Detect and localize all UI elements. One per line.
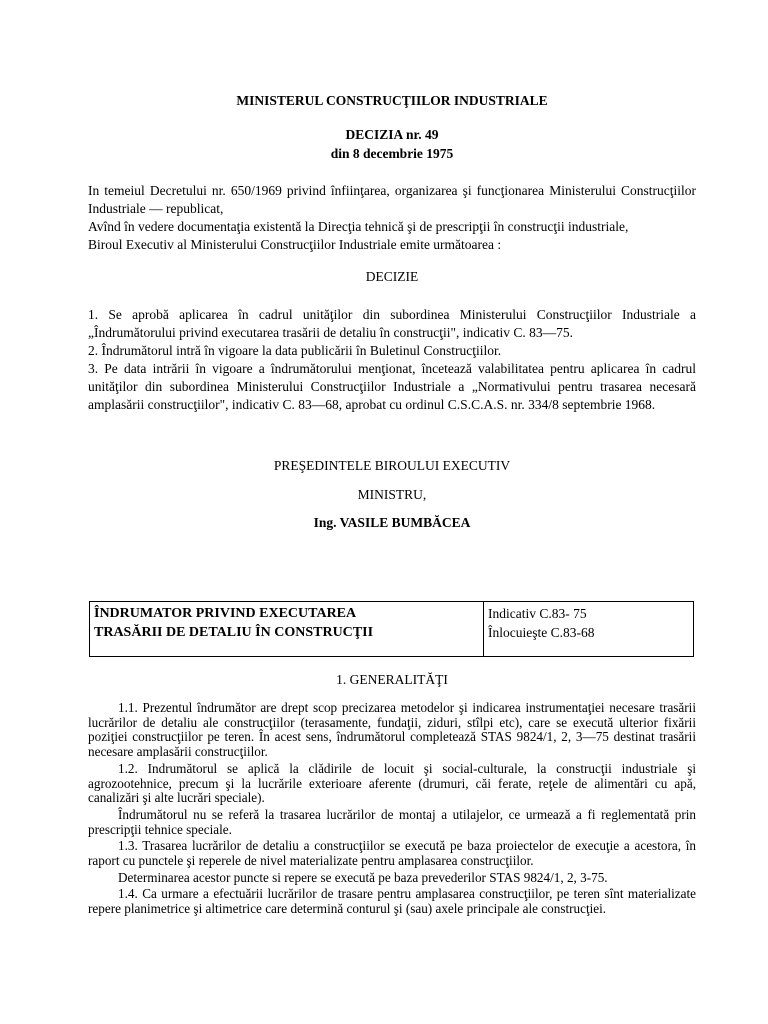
section-paragraph: Îndrumătorul nu se referă la trasarea lucrărilor de montaj a utilajelor, ce urmează a fi reglementată prin prescripţii tehnice speciale. — [88, 806, 696, 837]
article-item: 2. Îndrumătorul intră în vigoare la data publicării în Buletinul Construcţiilor. — [88, 343, 502, 358]
decision-heading: DECIZIE — [365, 269, 419, 284]
preamble-paragraph: Avînd în vedere documentaţia existentă la Direcţia tehnică şi de prescripţii în construcţii industriale, — [88, 219, 629, 234]
signature-name: Ing. VASILE BUMBĂCEA — [313, 515, 471, 530]
decision-date: din 8 decembrie 1975 — [330, 146, 454, 161]
replaces-code: Înlocuieşte C.83-68 — [488, 625, 595, 640]
guide-title-line: ÎNDRUMATOR PRIVIND EXECUTAREA — [94, 606, 357, 621]
guide-title-cell — [90, 602, 484, 656]
section-paragraph: 1.2. Indrumătorul se aplică la clădirile de locuit şi social-culturale, la construcţii industriale şi agrozootehnice, precum şi la lucrările exterioare aferente (drumuri, căi ferate, reţele de alimentări cu apă, canalizări şi alte lucrări speciale). — [88, 760, 696, 806]
signature-role-minister: MINISTRU, — [357, 487, 427, 502]
indicative-code: Indicativ C.83- 75 — [488, 606, 587, 621]
guide-title-table — [89, 601, 694, 657]
guide-title-line: TRASĂRII DE DETALIU ÎN CONSTRUCŢII — [94, 625, 374, 640]
preamble-paragraph: In temeiul Decretului nr. 650/1969 privind înfiinţarea, organizarea şi funcţionarea Ministerului Construcţiilor Industriale — republicat, — [88, 183, 696, 216]
section-paragraph: Determinarea acestor puncte si repere se execută pe baza prevederilor STAS 9824/1, 2, 3-75. — [118, 869, 608, 885]
ministry-title: MINISTERUL CONSTRUCŢIILOR INDUSTRIALE — [236, 93, 548, 108]
preamble — [88, 182, 696, 254]
preamble-paragraph: Biroul Executiv al Ministerului Construcţiilor Industriale emite următoarea : — [88, 237, 502, 252]
articles — [88, 306, 696, 414]
section-paragraph: 1.1. Prezentul îndrumător are drept scop precizarea metodelor şi indicarea instrumentaţiei necesare trasării lucrărilor de detaliu ale construcţiilor (terasamente, fundaţii, ziduri, stîlpi etc), care se execută ulterior fixării poziţiei construcţiilor pe teren. În acest sens, îndrumătorul completează STAS 9824/1, 2, 3—75 destinat trasării necesare amplasării construcţiilor. — [88, 700, 696, 760]
section-paragraph: 1.3. Trasarea lucrărilor de detaliu a construcţiilor se execută pe baza proiectelor de execuţie a acestora, în raport cu punctele şi reperele de nivel materializate pentru amplasarea construcţiilor. — [88, 838, 696, 869]
section-paragraph: 1.4. Ca urmare a efectuării lucrărilor de trasare pentru amplasarea construcţiilor, pe teren sînt materializate repere planimetrice şi altimetrice care determină conturul şi (sau) axele principale ale construcţiei. — [88, 886, 696, 917]
article-item: 1. Se aprobă aplicarea în cadrul unităţilor din subordinea Ministerului Construcţiilor Industriale a „Îndrumătorului privind executarea trasării de detaliu în construcţii", indicativ C. 83—75. — [88, 307, 696, 340]
decision-number: DECIZIA nr. 49 — [345, 127, 439, 142]
guide-indicative-cell — [484, 602, 693, 656]
signature-role-president: PREŞEDINTELE BIROULUI EXECUTIV — [273, 458, 511, 473]
article-item: 3. Pe data intrării în vigoare a îndrumătorului menţionat, încetează valabilitatea pentru aplicarea în cadrul unităţilor din subordinea Ministerului Construcţiilor Industriale a „Normativului pentru trasarea necesară amplasării construcţiilor", indicativ C. 83—68, aprobat cu ordinul C.S.C.A.S. nr. 334/8 septembrie 1968. — [88, 361, 696, 412]
section-heading: 1. GENERALITĂŢI — [336, 672, 448, 687]
section-body — [88, 701, 696, 919]
